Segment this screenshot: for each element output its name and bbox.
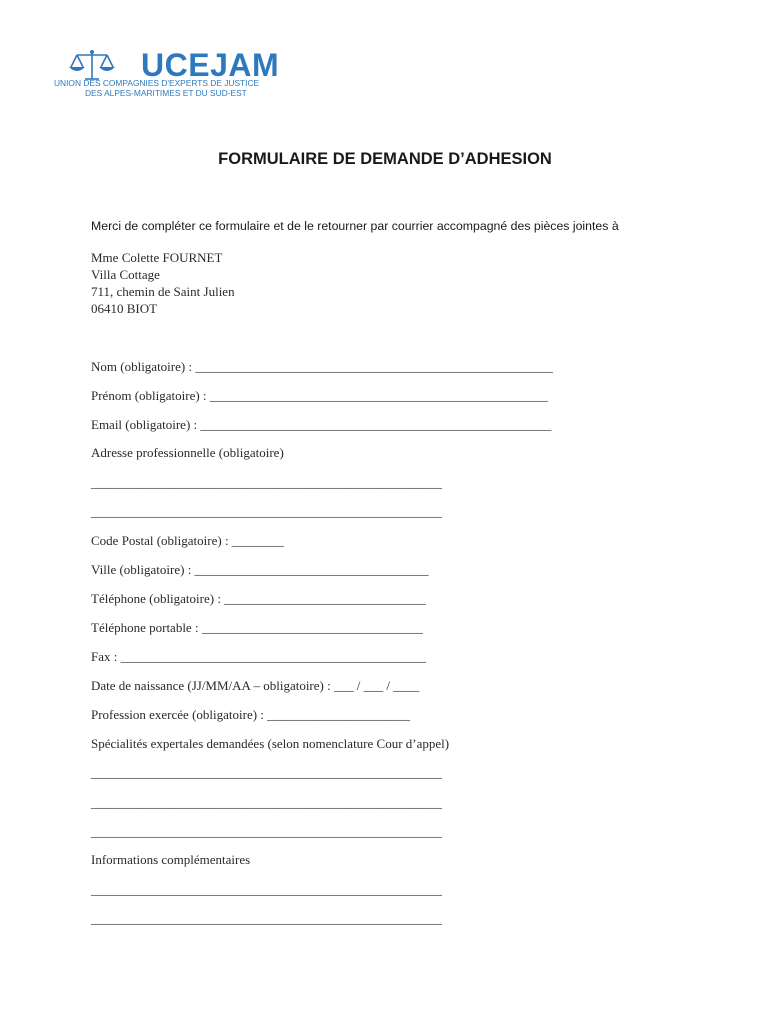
field-specialites-line-1[interactable]: ______________________________________________________ (91, 765, 442, 780)
form-title: FORMULAIRE DE DEMANDE D’ADHESION (218, 150, 552, 168)
field-telephone[interactable]: Téléphone (obligatoire) : _______________________________ (91, 591, 426, 606)
field-telephone-portable[interactable]: Téléphone portable : __________________________________ (91, 620, 423, 635)
field-date-naissance[interactable]: Date de naissance (JJ/MM/AA – obligatoire) : ___ / ___ / ____ (91, 678, 420, 693)
ucejam-logo (53, 47, 283, 107)
field-nom[interactable]: Nom (obligatoire) : _______________________________________________________ (91, 359, 553, 374)
field-email[interactable]: Email (obligatoire) : ______________________________________________________ (91, 417, 552, 432)
field-profession[interactable]: Profession exercée (obligatoire) : ______________________ (91, 707, 411, 722)
field-specialites-line-3[interactable]: ______________________________________________________ (91, 824, 442, 839)
address-line: 711, chemin de Saint Julien (91, 284, 235, 299)
field-specialites-line-2[interactable]: ______________________________________________________ (91, 795, 442, 810)
logo-tagline-1: UNION DES COMPAGNIES D'EXPERTS DE JUSTICE (54, 78, 260, 88)
field-ville[interactable]: Ville (obligatoire) : ____________________________________ (91, 562, 429, 577)
scales-of-justice-icon (63, 49, 121, 81)
address-line: 06410 BIOT (91, 301, 158, 316)
return-address (91, 249, 235, 317)
field-infos-line-2[interactable]: ______________________________________________________ (91, 911, 442, 926)
field-prenom[interactable]: Prénom (obligatoire) : ____________________________________________________ (91, 388, 548, 403)
logo-tagline-2: DES ALPES-MARITIMES ET DU SUD-EST (85, 88, 247, 98)
field-adresse-line-2[interactable]: ______________________________________________________ (91, 504, 442, 519)
field-adresse-label: Adresse professionnelle (obligatoire) (91, 445, 284, 460)
field-adresse-line-1[interactable]: ______________________________________________________ (91, 475, 442, 490)
field-infos-line-1[interactable]: ______________________________________________________ (91, 882, 442, 897)
logo-brand-name: UCEJAM (141, 47, 280, 83)
address-line: Mme Colette FOURNET (91, 250, 223, 265)
field-specialites-label: Spécialités expertales demandées (selon nomenclature Cour d’appel) (91, 736, 450, 751)
field-infos-label: Informations complémentaires (91, 852, 251, 867)
field-code-postal[interactable]: Code Postal (obligatoire) : ________ (91, 533, 284, 548)
field-fax[interactable]: Fax : _______________________________________________ (91, 649, 427, 664)
intro-text: Merci de compléter ce formulaire et de le retourner par courrier accompagné des pièces jointes à (91, 219, 619, 233)
address-line: Villa Cottage (91, 267, 160, 282)
